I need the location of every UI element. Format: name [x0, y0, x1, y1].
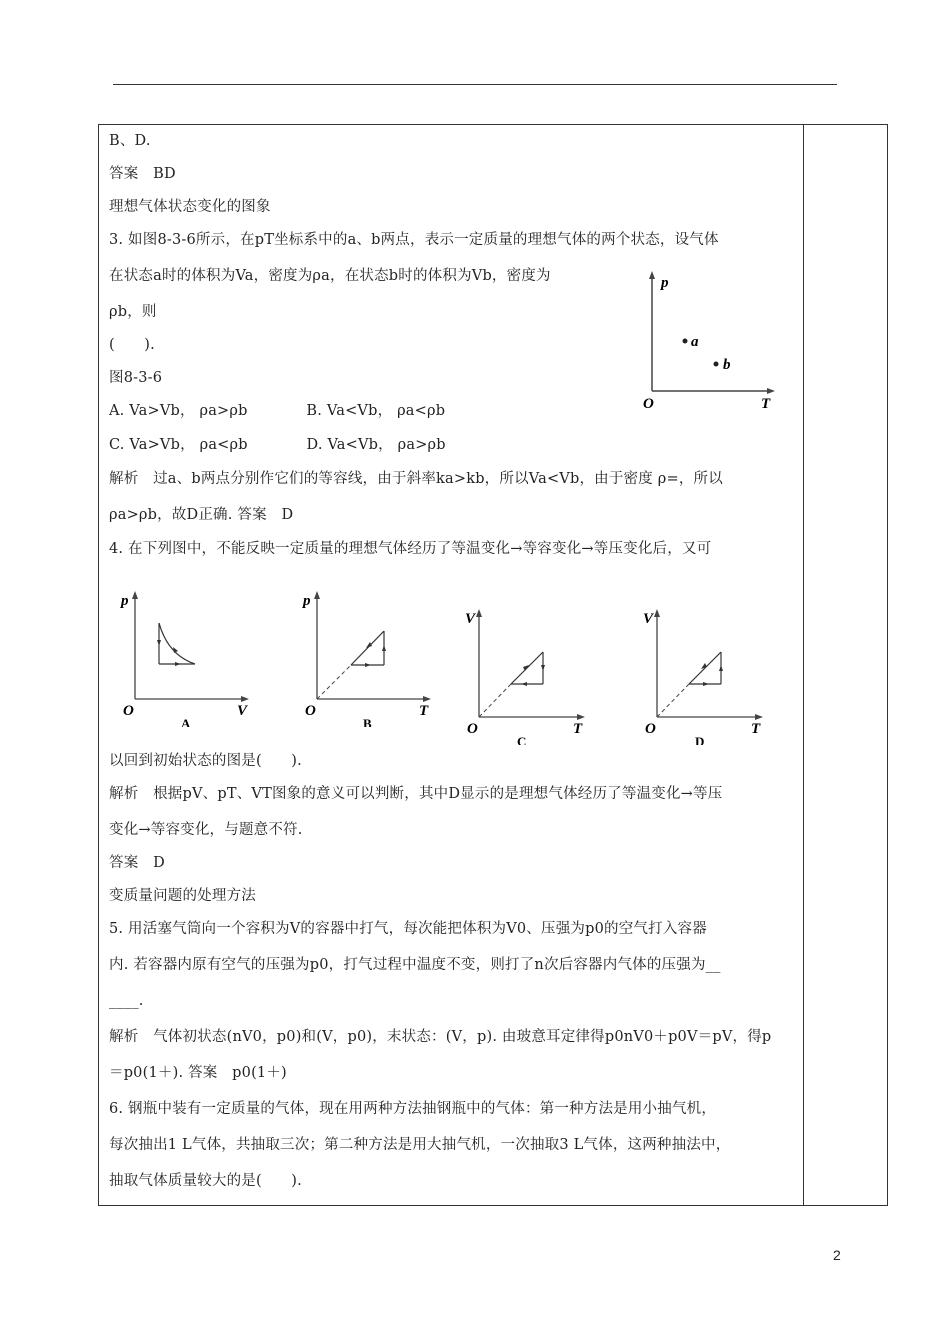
question-5-text: 内. 若容器内原有空气的压强为p0，打气过程中温度不变，则打了n次后容器内气体的压强为__ [109, 957, 721, 973]
page-number: 2 [833, 1247, 841, 1263]
figure-label: D [695, 734, 705, 745]
y-axis-label: p [661, 275, 669, 291]
question-3-text: 在状态a时的体积为Va，密度为ρa，在状态b时的体积为Vb，密度为 [109, 268, 551, 284]
option-row: C. Va>Vb， ρa<ρb D. Va<Vb， ρa>ρb [109, 437, 446, 453]
y-axis-label: p [121, 593, 129, 609]
option-row: A. Va>Vb， ρa>ρb B. Va<Vb， ρa<ρb [109, 403, 446, 419]
question-6-text: 每次抽出1 L气体，共抽取三次；第二种方法是用大抽气机，一次抽取3 L气体，这两种抽法中， [109, 1137, 731, 1153]
point-b-label: b [723, 357, 731, 373]
x-axis-label: V [237, 703, 248, 719]
origin-label: O [643, 396, 654, 412]
answer-line: 答案 BD [109, 166, 176, 182]
question-4-text: 4. 在下列图中，不能反映一定质量的理想气体经历了等温变化→等容变化→等压变化后，又可 [109, 541, 712, 557]
content-table [98, 124, 888, 1206]
column-divider [803, 125, 804, 1205]
point-a-label: a [691, 334, 699, 350]
question-5-blank: ____. [109, 993, 144, 1009]
figure-c-vt-diagram [457, 605, 597, 745]
figure-caption: 图8-3-6 [109, 370, 163, 386]
question-3-blank: ( ). [109, 337, 155, 353]
figure-a-pv-diagram [113, 587, 253, 727]
question-3-text: ρb，则 [109, 304, 157, 320]
answer-line: 答案 D [109, 855, 165, 871]
question-3-text: 3. 如图8-3-6所示，在pT坐标系中的a、b两点，表示一定质量的理想气体的两个状态，设气体 [109, 232, 719, 248]
question-6-text: 6. 钢瓶中装有一定质量的气体，现在用两种方法抽钢瓶中的气体：第一种方法是用小抽气机， [109, 1101, 717, 1117]
analysis-text: 解析 气体初状态(nV0，p0)和(V，p0)，末状态：(V，p). 由玻意耳定律得p0nV0＋p0V＝pV，得p [109, 1029, 772, 1045]
analysis-text: 解析 过a、b两点分别作它们的等容线，由于斜率ka>kb，所以Va<Vb，由于密度 ρ=，所以 [109, 471, 723, 487]
y-axis-label: V [643, 611, 654, 627]
header-rule [113, 84, 837, 85]
question-4-text: 以回到初始状态的图是( ). [109, 753, 302, 769]
text-line: B、D. [109, 133, 151, 149]
figure-b-pt-diagram [295, 587, 435, 727]
x-axis-label: T [761, 396, 771, 412]
section-heading: 变质量问题的处理方法 [109, 888, 256, 904]
figure-8-3-6-pt-diagram [629, 265, 789, 415]
analysis-text: 变化→等容变化，与题意不符. [109, 822, 303, 838]
x-axis-label: T [751, 721, 761, 737]
section-heading: 理想气体状态变化的图象 [109, 199, 271, 215]
origin-label: O [467, 721, 478, 737]
figure-label: B [363, 716, 372, 727]
analysis-text: ρa>ρb，故D正确. 答案 D [109, 507, 294, 523]
analysis-text: ＝p0(1＋). 答案 p0(1＋) [109, 1065, 287, 1081]
figure-d-vt-diagram [635, 605, 775, 745]
y-axis-label: V [465, 611, 476, 627]
x-axis-label: T [573, 721, 583, 737]
origin-label: O [305, 703, 316, 719]
y-axis-label: p [303, 593, 311, 609]
question-6-text: 抽取气体质量较大的是( ). [109, 1173, 302, 1189]
question-5-text: 5. 用活塞气筒向一个容积为V的容器中打气，每次能把体积为V0、压强为p0的空气打入容器 [109, 921, 707, 937]
figure-label: A [181, 716, 191, 727]
origin-label: O [645, 721, 656, 737]
origin-label: O [123, 703, 134, 719]
figure-label: C [517, 734, 527, 745]
analysis-text: 解析 根据pV、pT、VT图象的意义可以判断，其中D显示的是理想气体经历了等温变化→等压 [109, 786, 723, 802]
x-axis-label: T [419, 703, 429, 719]
